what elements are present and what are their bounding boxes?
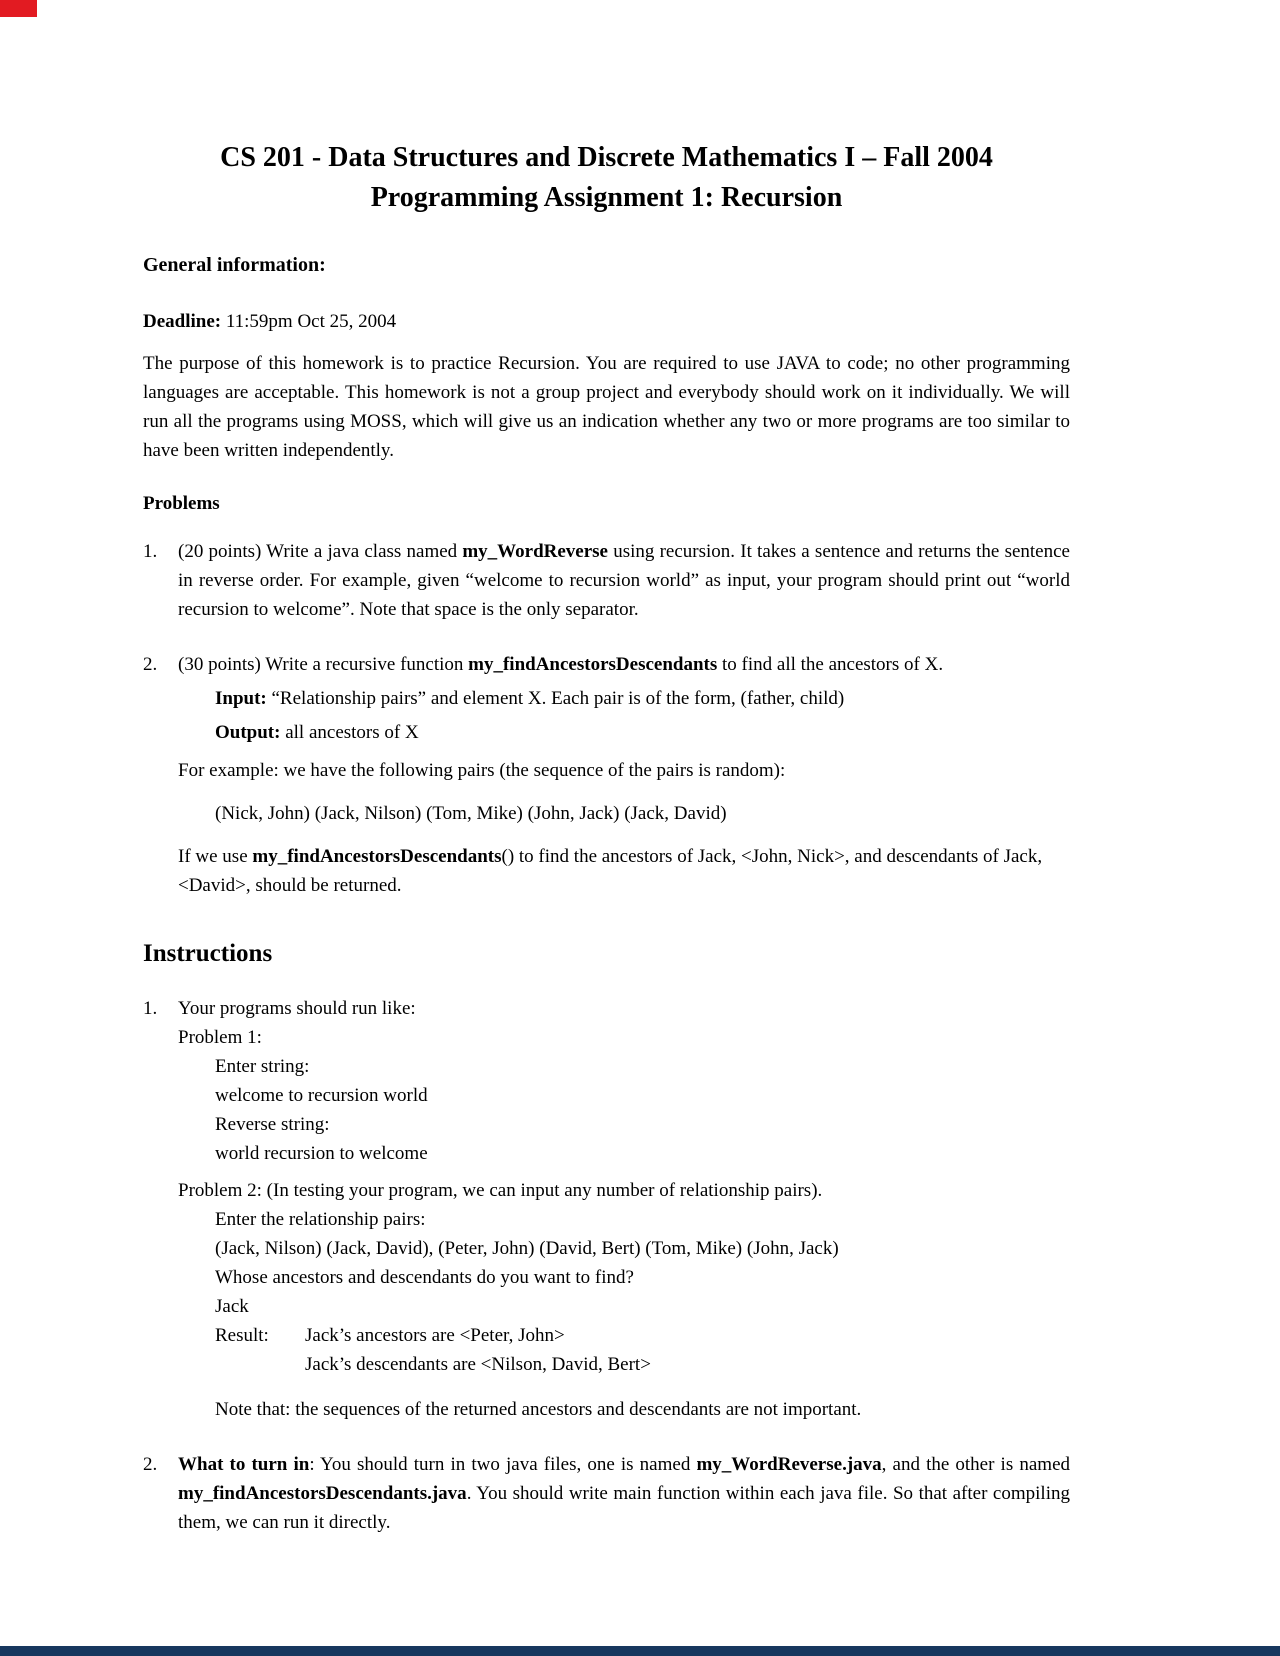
text-segment: (30 points) Write a recursive function [178, 654, 469, 675]
problem-2-item [143, 650, 1070, 900]
output-label: Output: [215, 722, 281, 743]
general-information-heading: General information: [143, 254, 326, 276]
text-segment: (20 points) Write a java class named [178, 541, 463, 562]
bottom-bar [0, 1646, 1280, 1656]
title-line-1: CS 201 - Data Structures and Discrete Mathematics I – Fall 2004 [220, 142, 993, 173]
pairs-line: (Nick, John) (Jack, Nilson) (Tom, Mike) (John, Jack) (Jack, David) [215, 803, 727, 824]
what-to-turn-in-bold: What to turn in [178, 1454, 310, 1475]
text-segment: If we use [178, 846, 253, 867]
deadline-value: 11:59pm Oct 25, 2004 [221, 311, 397, 332]
problem-1-item [143, 537, 1070, 624]
instruction-1-intro: Your programs should run like: [178, 998, 416, 1019]
instructions-heading: Instructions [143, 940, 273, 967]
input-line [178, 684, 1070, 713]
text-segment: , and the other is named [881, 1454, 1070, 1475]
problem-2-label: Problem 2: (In testing your program, we can input any number of relationship pairs). [178, 1180, 823, 1201]
run-line: Enter the relationship pairs: [215, 1209, 426, 1230]
result-line: Jack’s ancestors are <Peter, John> [305, 1325, 565, 1346]
problem-2-number: 2. [143, 654, 158, 675]
run-line: Whose ancestors and descendants do you want to find? [215, 1267, 634, 1288]
text-segment: () to find the ancestors of Jack, <John, Nick>, and descendants of Jack, <David>, should be returned. [178, 846, 1043, 896]
run-line: Reverse string: [215, 1114, 330, 1135]
run-line: world recursion to welcome [215, 1143, 428, 1164]
instruction-2-item [143, 1450, 1070, 1537]
note-line: Note that: the sequences of the returned ancestors and descendants are not important. [215, 1399, 862, 1420]
usage-paragraph [178, 842, 1070, 900]
problem-2-body [178, 650, 1070, 900]
problem-2-text [178, 650, 1070, 679]
purpose-paragraph: The purpose of this homework is to practice Recursion. You are required to use JAVA to code; no other programming languages are acceptable. This homework is not a group project and everybody should work on it individually. We will run all the programs using MOSS, which will give us an indication whether any two or more programs are too similar to have been written independently. [143, 353, 1070, 461]
instruction-1-item [143, 994, 1070, 1424]
result-row [178, 1350, 1070, 1379]
text-segment: : You should turn in two java files, one is named [309, 1454, 697, 1475]
spacer [215, 1350, 305, 1379]
file-name-bold: my_findAncestorsDescendants.java [178, 1483, 467, 1504]
problem-1-number: 1. [143, 541, 158, 562]
text-segment: to find all the ancestors of X. [717, 654, 944, 675]
text-segment: using recursion. It takes a sentence and returns the sentence in reverse order. For example, given “welcome to recursion world” as input, your program should print out “world recursion to welcome”. Note that space is the only separator. [178, 541, 1070, 620]
title-line-2: Programming Assignment 1: Recursion [370, 182, 843, 213]
result-line: Jack’s descendants are <Nilson, David, Bert> [305, 1354, 651, 1375]
instruction-1-body [178, 994, 1070, 1424]
problem-1-label: Problem 1: [178, 1027, 262, 1048]
output-line [178, 718, 1070, 747]
example-intro-line: For example: we have the following pairs (the sequence of the pairs is random): [178, 760, 786, 781]
function-name-bold: my_findAncestorsDescendants [252, 846, 502, 867]
class-name-bold: my_WordReverse [462, 541, 608, 562]
deadline-label: Deadline: [143, 311, 222, 332]
text-segment: . You should write main function within each java file. So that after compiling them, we can run it directly. [178, 1483, 1070, 1533]
instruction-2-number: 2. [143, 1454, 158, 1475]
input-text: “Relationship pairs” and element X. Each pair is of the form, (father, child) [266, 688, 845, 709]
deadline-line [143, 307, 1070, 336]
problems-heading: Problems [143, 493, 220, 514]
instruction-2-text [178, 1450, 1070, 1537]
file-name-bold: my_WordReverse.java [696, 1454, 882, 1475]
document-title [143, 138, 1070, 218]
run-line: (Jack, Nilson) (Jack, David), (Peter, John) (David, Bert) (Tom, Mike) (John, Jack) [215, 1238, 839, 1259]
run-line: Enter string: [215, 1056, 310, 1077]
top-left-red-mark [0, 0, 37, 17]
function-name-bold: my_findAncestorsDescendants [468, 654, 718, 675]
problem-1-text [178, 537, 1070, 624]
result-label: Result: [215, 1325, 269, 1346]
run-line: welcome to recursion world [215, 1085, 428, 1106]
output-text: all ancestors of X [280, 722, 419, 743]
instruction-1-number: 1. [143, 998, 158, 1019]
result-row [178, 1321, 1070, 1350]
input-label: Input: [215, 688, 267, 709]
run-line: Jack [215, 1296, 249, 1317]
